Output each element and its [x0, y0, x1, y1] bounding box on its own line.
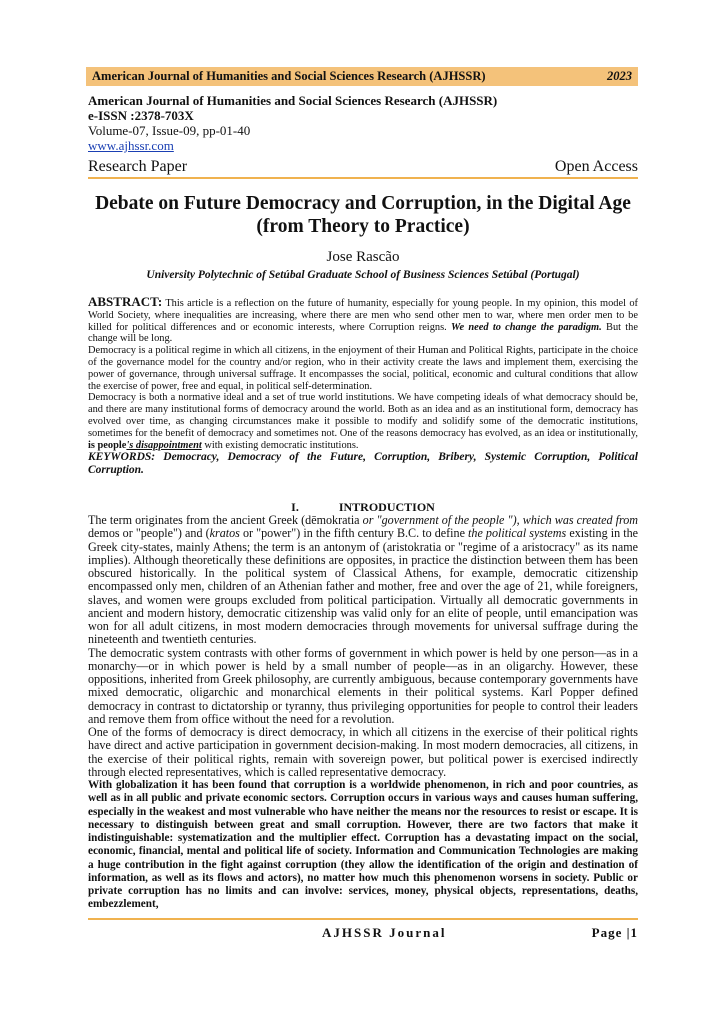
abstract-emphasis: We need to change the paradigm. [451, 321, 602, 333]
abstract-paragraph-2: Democracy is a political regime in which all citizens, in the enjoyment of their Human and Political Rights, participate in the choice of the governance model for the country and/or region, who in their activity create the laws and implement them, exercising the power of governance, through universal suffrage. It encompasses the social, political, economic and cultural conditions that allow the exercise of power, free and equal, in political self-determination. [88, 345, 638, 392]
p1-part-a: The term originates from the ancient Greek (dēmokratia [88, 513, 363, 527]
p1-italic-c: the political systems [468, 526, 567, 541]
keywords-line [88, 451, 638, 477]
section-number: I. [291, 500, 299, 514]
footer-page-number: Page |1 [591, 925, 638, 940]
abstract-p3-bold: is people [88, 439, 127, 451]
p1-part-d: existing in the Greek city-states, mainly Athens; the term is an antonym of (aristokratia or "regime of a aristocracy" as its name implies). Although theoretically these definitions are opposites, in practice the distinction between them has been obscured historically. In the political system of Classical Athens, for example, democratic citizenship encompassed only men, children of an Athenian father and mother, free and over the age of 21, while foreigners, slaves, and women were groups excluded from political participation. Virtually all democratic governments in ancient and modern history, democratic citizenship was valid only for an elite of people, until emancipation was won for all adult citizens, in most modern democracies through movements for universal suffrage during the nineteenth and twentieth centuries. [88, 526, 638, 647]
paper-title [88, 192, 638, 238]
running-header [86, 67, 638, 86]
title-line-2: (from Theory to Practice) [256, 216, 470, 237]
body-paragraph-1 [88, 514, 638, 647]
body-paragraph-2: The democratic system contrasts with other forms of government in which power is held by one person—as in a monarchy—or in which power is held by a small number of people—as in an oligarchy. However, these oppositions, inherited from Greek philosophy, are currently ambiguous, because contemporary governments have mixed democratic, oligarchic and monarchical elements in their political systems. Karl Popper defined democracy in contrast to dictatorship or tyranny, thus privileging opportunities for people to control their leaders and remove them from office without the need for a revolution. [88, 645, 638, 726]
meta-issn: e-ISSN :2378-703X [88, 108, 194, 123]
title-line-1: Debate on Future Democracy and Corruption, in the Digital Age [95, 193, 631, 214]
section-title: INTRODUCTION [338, 500, 435, 514]
body-paragraph-3: One of the forms of democracy is direct democracy, in which all citizens in the exercise of their political rights have direct and active participation in government decision-making. In most modern democracies, all citizens, in the exercise of their political rights, remain with sovereign power, but political power is exercised indirectly through elected representatives, which is called representative democracy. [88, 725, 638, 779]
abstract-block [88, 296, 638, 477]
meta-volume: Volume-07, Issue-09, pp-01-40 [88, 123, 251, 138]
footer-journal: AJHSSR Journal [322, 925, 447, 940]
abstract-p3-text: Democracy is both a normative ideal and a set of true world institutions. We have competing ideals of what democracy should be, and there are many institutional forms of democracy around the world. Both as an idea and as an institutional form, democracy has evolved over time, as changing circumstances make it possible to modify and solidify some of the democratic institutions, sometimes for the benefit of democracy and sometimes not. One of the reasons democracy has evolved, as an idea or institutionally, [88, 392, 638, 439]
p1-italic-a: or "government of the people "), which was created from [362, 513, 639, 527]
p1-part-c: or "power") in the fifth century B.C. to define [239, 526, 469, 541]
body-text [88, 514, 638, 912]
abstract-p3-bold-italic: 's disappointment [126, 439, 202, 451]
keywords-label: KEYWORDS: [88, 451, 156, 464]
author-name: Jose Rascão [326, 249, 400, 265]
footer-divider [88, 918, 638, 920]
abstract-text: This article is a reflection on the future of humanity, especially for young people. In my opinion, this model of World Society, where inequalities are increasing, where there are men who send other men to war, where men order men to be killed for political differences and or economic interests, where Corruption reigns. [88, 298, 638, 333]
abstract-p3-end: with existing democratic institutions. [201, 439, 359, 451]
abstract-paragraph-3 [88, 392, 638, 451]
open-access-label: Open Access [554, 158, 638, 175]
abstract-label: ABSTRACT: [88, 294, 163, 309]
abstract-text-end: But the change will be long. [88, 321, 638, 345]
p1-part-b: demos or "people") and ( [88, 526, 210, 541]
p1-italic-b: kratos [209, 526, 240, 541]
header-journal-name: American Journal of Humanities and Social Sciences Research (AJHSSR) [92, 69, 486, 83]
journal-meta [88, 93, 638, 153]
paper-type-label: Research Paper [88, 158, 188, 175]
journal-url-link[interactable]: www.ajhssr.com [88, 138, 174, 153]
meta-journal-name: American Journal of Humanities and Social Sciences Research (AJHSSR) [88, 93, 498, 108]
author-affiliation: University Polytechnic of Setúbal Graduate School of Business Sciences Setúbal (Portugal) [146, 269, 580, 281]
header-divider [88, 177, 638, 179]
abstract-paragraph-1 [88, 296, 638, 345]
header-year: 2023 [607, 69, 632, 83]
keywords-list: Democracy, Democracy of the Future, Corruption, Bribery, Systemic Corruption, Political Corruption. [88, 451, 638, 477]
body-paragraph-4: With globalization it has been found that corruption is a worldwide phenomenon, in rich and poor countries, as well as in all public and private economic sectors. Corruption occurs in various ways and causes human suffering, especially in the weakest and most vulnerable who have neither the means nor the resources to resist or escape. It is necessary to distinguish between great and small corruption. However, there are two factors that make it indistinguishable: systematization and the multiplier effect. Corruption has a devastating impact on the social, economic, financial, mental and political life of society. Information and Communication Technologies are making a huge contribution in the fight against corruption (they allow the identification of the origin and destination of information, as well as its flows and actors), no matter how much this phenomenon worsens in society. Public or private corruption has no limits and can involve: services, money, physical objects, representations, deaths, embezzlement, [88, 779, 638, 911]
